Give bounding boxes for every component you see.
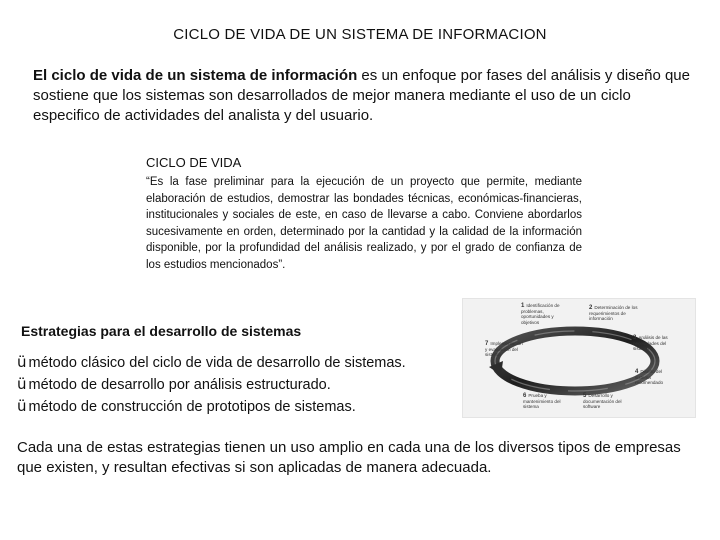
check-icon: ü — [17, 375, 27, 393]
strategy-text: método de desarrollo por análisis estructurado. — [28, 377, 331, 393]
intro-text: es un enfoque por fases del análisis y diseño que sostiene que los sistemas son desarrollados de mejor manera mediante el uso de un ciclo especifico de actividades del analista y del usuario. — [33, 67, 690, 124]
strategies-heading: Estrategias para el desarrollo de sistemas — [21, 323, 302, 339]
strategy-text: método de construcción de prototipos de sistemas. — [28, 399, 356, 415]
lifecycle-diagram — [462, 298, 696, 418]
cycle-ring-graphic — [463, 299, 695, 417]
check-icon: ü — [17, 397, 27, 415]
lifecycle-quote: “Es la fase preliminar para la ejecución de un proyecto que permite, mediante elaboración de estudios, demostrar las bondades técnicas, económicas-financieras, institucionales y sociales de este, en caso de llevarse a cabo. Conviene abordarlos sucesivamente en orden, determinado por la cantidad y la calidad de la información disponible, por la profundidad del análisis realizado, y por el grado de confianza de los estudios mencionados”. — [146, 176, 582, 271]
strategies-list — [17, 352, 406, 418]
diagram-step: 5 Desarrollo y documentación del software — [583, 393, 622, 410]
intro-bold-term: El ciclo de vida de un sistema de información — [33, 67, 358, 84]
page-title: CICLO DE VIDA DE UN SISTEMA DE INFORMACION — [173, 26, 547, 43]
diagram-step: 6 Prueba y mantenimiento del sistema — [523, 393, 561, 410]
diagram-step: 1 Identificación de problemas, oportunidades y objetivos — [521, 303, 560, 325]
check-icon: ü — [17, 353, 27, 371]
list-item — [17, 374, 406, 396]
diagram-step: 7 Implementación y evaluación del sistema — [485, 341, 523, 358]
list-item — [17, 352, 406, 374]
closing-paragraph: Cada una de estas estrategias tienen un uso amplio en cada una de los diversos tipos de empresas que existen, y resultan efectivas si son aplicadas de manera adecuada. — [17, 439, 681, 476]
intro-paragraph — [33, 66, 693, 126]
diagram-step: 2 Determinación de los requerimientos de información — [589, 305, 638, 322]
diagram-step: 3 Análisis de las necesidades del sistema — [633, 335, 668, 352]
subsection-title: CICLO DE VIDA — [146, 155, 242, 170]
diagram-step: 4 Diseño del sistema recomendado — [635, 369, 664, 386]
list-item — [17, 396, 406, 418]
strategy-text: método clásico del ciclo de vida de desarrollo de sistemas. — [28, 355, 406, 371]
